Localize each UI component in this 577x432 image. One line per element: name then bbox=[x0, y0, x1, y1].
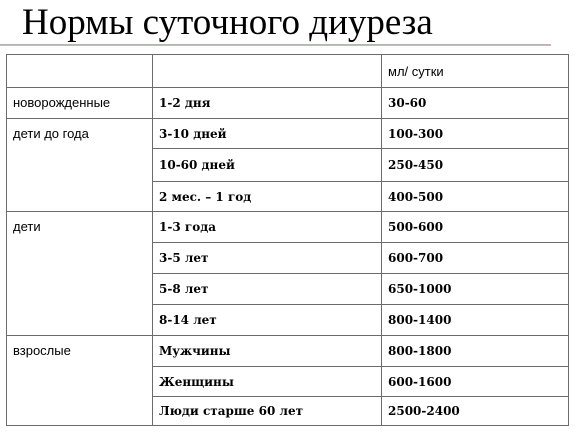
period-cell: 8-14 лет bbox=[153, 305, 382, 336]
period-cell: Мужчины bbox=[153, 336, 382, 367]
table-row bbox=[7, 119, 569, 149]
table-row bbox=[7, 88, 569, 119]
value-cell: 100-300 bbox=[382, 119, 569, 149]
value-cell: 400-500 bbox=[382, 182, 569, 212]
value-cell: 650-1000 bbox=[382, 274, 569, 305]
group-label-adults: взрослые bbox=[7, 336, 153, 426]
value-cell: 600-1600 bbox=[382, 367, 569, 397]
value-cell: 30-60 bbox=[382, 88, 569, 119]
period-cell: 5-8 лет bbox=[153, 274, 382, 305]
page-title: Нормы суточного диуреза bbox=[22, 2, 433, 43]
period-cell: Люди старше 60 лет bbox=[153, 397, 382, 426]
title-divider-accent bbox=[0, 45, 551, 46]
table-header-row bbox=[7, 55, 569, 88]
period-cell: 10-60 дней bbox=[153, 149, 382, 182]
diuresis-norms-table bbox=[6, 54, 569, 426]
period-cell: 1-3 года bbox=[153, 212, 382, 243]
period-cell: 3-5 лет bbox=[153, 243, 382, 274]
period-cell: 3-10 дней bbox=[153, 119, 382, 149]
value-cell: 600-700 bbox=[382, 243, 569, 274]
header-cell-unit: мл/ сутки bbox=[382, 55, 569, 88]
value-cell: 500-600 bbox=[382, 212, 569, 243]
group-label-children: дети bbox=[7, 212, 153, 336]
group-label-infants: дети до года bbox=[7, 119, 153, 212]
period-cell: 2 мес. – 1 год bbox=[153, 182, 382, 212]
group-label-newborns: новорожденные bbox=[7, 88, 153, 119]
value-cell: 2500-2400 bbox=[382, 397, 569, 426]
header-cell-period bbox=[153, 55, 382, 88]
value-cell: 800-1400 bbox=[382, 305, 569, 336]
table-row bbox=[7, 336, 569, 367]
header-cell-group bbox=[7, 55, 153, 88]
value-cell: 250-450 bbox=[382, 149, 569, 182]
table-row bbox=[7, 212, 569, 243]
value-cell: 800-1800 bbox=[382, 336, 569, 367]
period-cell: 1-2 дня bbox=[153, 88, 382, 119]
period-cell: Женщины bbox=[153, 367, 382, 397]
